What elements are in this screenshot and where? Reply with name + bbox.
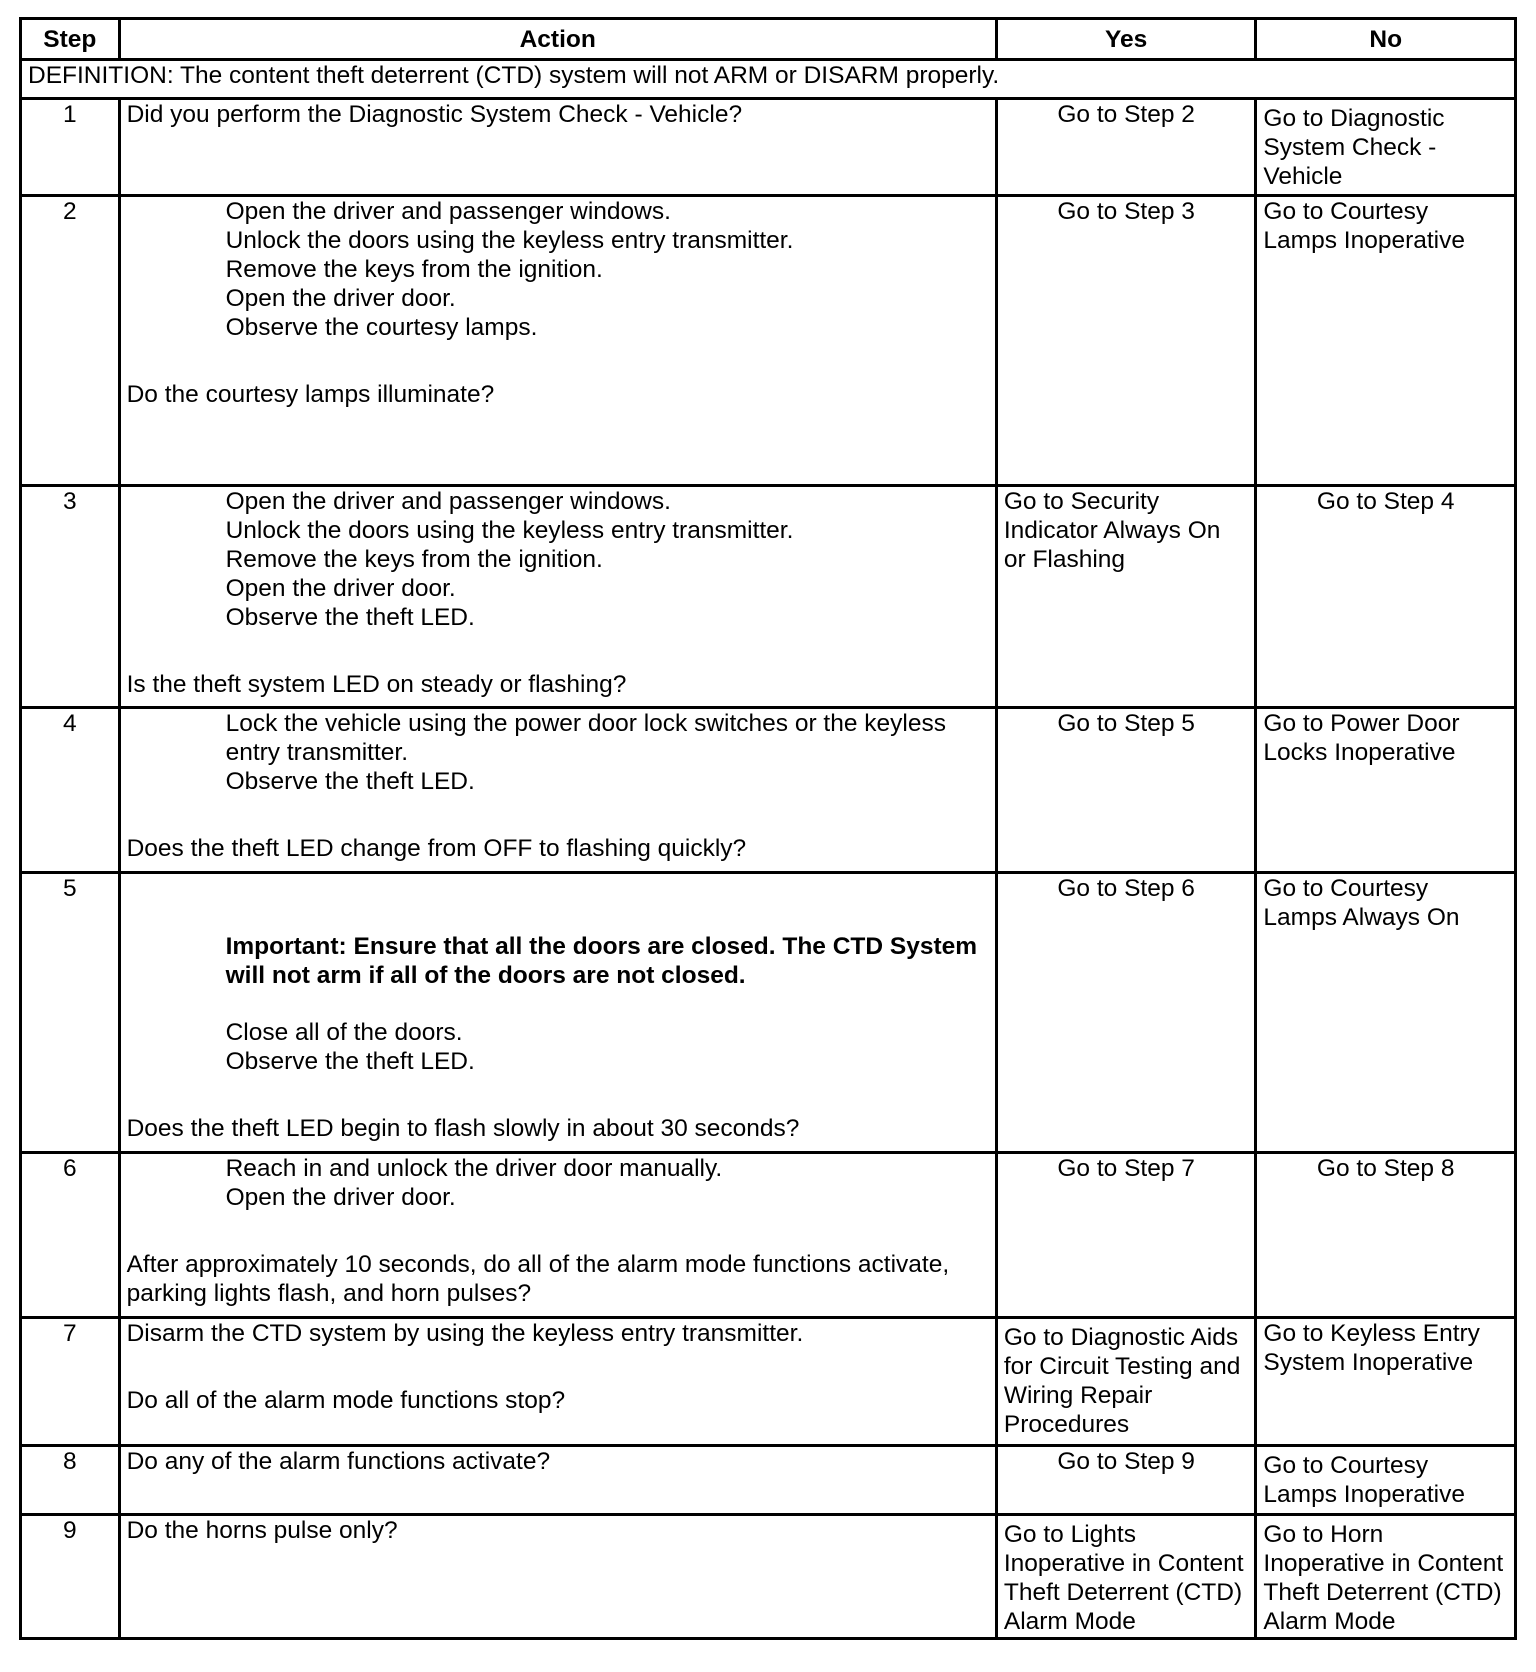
no-result: Go to Horn Inoperative in Content Theft Deterrent (CTD) Alarm Mode — [1256, 1515, 1516, 1639]
table-row — [21, 873, 1516, 1153]
table-row — [21, 1446, 1516, 1515]
step-question: Is the theft system LED on steady or flashing? — [126, 671, 627, 698]
substep: Reach in and unlock the driver door manually. — [225, 1155, 723, 1182]
substep: Lock the vehicle using the power door lock switches or the keyless entry transmitter. — [225, 710, 946, 766]
no-result: Go to Keyless Entry System Inoperative — [1256, 1318, 1516, 1446]
step-action — [119, 1153, 996, 1318]
step-question: Do any of the alarm functions activate? — [126, 1448, 551, 1475]
no-result: Go to Diagnostic System Check - Vehicle — [1256, 99, 1516, 196]
substep: Unlock the doors using the keyless entry transmitter. — [225, 227, 794, 254]
substep-list — [127, 1154, 989, 1212]
diagnostic-table — [19, 17, 1517, 1640]
header-yes: Yes — [996, 19, 1256, 60]
step-action — [119, 708, 996, 873]
no-result: Go to Courtesy Lamps Inoperative — [1256, 196, 1516, 486]
important-note: Important: Ensure that all the doors are closed. The CTD System will not arm if all of the doors are not closed. — [225, 933, 978, 989]
table-row — [21, 708, 1516, 873]
substep: Unlock the doors using the keyless entry transmitter. — [225, 517, 794, 544]
yes-result: Go to Diagnostic Aids for Circuit Testing and Wiring Repair Procedures — [996, 1318, 1256, 1446]
yes-result: Go to Lights Inoperative in Content Theft Deterrent (CTD) Alarm Mode — [996, 1515, 1256, 1639]
yes-result: Go to Step 7 — [996, 1153, 1256, 1318]
step-number: 4 — [21, 708, 120, 873]
yes-result: Go to Step 9 — [996, 1446, 1256, 1515]
table-row — [21, 1515, 1516, 1639]
substep-list — [127, 197, 989, 342]
substep: Open the driver door. — [225, 285, 456, 312]
step-instruction: Disarm the CTD system by using the keyless entry transmitter. — [126, 1320, 804, 1347]
step-question: Does the theft LED begin to flash slowly in about 30 seconds? — [126, 1115, 800, 1142]
step-action — [119, 873, 996, 1153]
step-action — [119, 1515, 996, 1639]
definition-text: DEFINITION: The content theft deterrent (CTD) system will not ARM or DISARM properly. — [21, 60, 1516, 99]
no-result: Go to Courtesy Lamps Always On — [1256, 873, 1516, 1153]
table-row — [21, 99, 1516, 196]
no-result: Go to Power Door Locks Inoperative — [1256, 708, 1516, 873]
substep: Open the driver and passenger windows. — [225, 488, 671, 515]
yes-result: Go to Security Indicator Always On or Flashing — [996, 486, 1256, 708]
substep: Open the driver door. — [225, 1184, 456, 1211]
substep: Open the driver door. — [225, 575, 456, 602]
yes-result: Go to Step 3 — [996, 196, 1256, 486]
substep: Observe the courtesy lamps. — [225, 314, 538, 341]
step-number: 1 — [21, 99, 120, 196]
substep: Remove the keys from the ignition. — [225, 256, 603, 283]
step-number: 7 — [21, 1318, 120, 1446]
definition-row — [21, 60, 1516, 99]
step-question: Did you perform the Diagnostic System Check - Vehicle? — [126, 101, 743, 128]
table-row — [21, 1318, 1516, 1446]
table-row — [21, 1153, 1516, 1318]
step-question: Do the horns pulse only? — [126, 1517, 398, 1544]
step-question: Does the theft LED change from OFF to flashing quickly? — [126, 835, 747, 862]
substep: Observe the theft LED. — [225, 604, 475, 631]
substep-list — [127, 709, 989, 796]
step-action — [119, 1446, 996, 1515]
substep: Observe the theft LED. — [225, 1048, 475, 1075]
step-number: 5 — [21, 873, 120, 1153]
step-question: Do all of the alarm mode functions stop? — [126, 1387, 566, 1414]
step-action — [119, 196, 996, 486]
step-action — [119, 486, 996, 708]
substep-list — [127, 487, 989, 632]
step-number: 6 — [21, 1153, 120, 1318]
yes-result: Go to Step 2 — [996, 99, 1256, 196]
table-row — [21, 486, 1516, 708]
step-number: 9 — [21, 1515, 120, 1639]
step-number: 8 — [21, 1446, 120, 1515]
no-result: Go to Courtesy Lamps Inoperative — [1256, 1446, 1516, 1515]
substep-list — [127, 1018, 989, 1076]
substep: Close all of the doors. — [225, 1019, 463, 1046]
header-step: Step — [21, 19, 120, 60]
header-action: Action — [119, 19, 996, 60]
yes-result: Go to Step 6 — [996, 873, 1256, 1153]
substep: Open the driver and passenger windows. — [225, 198, 671, 225]
step-number: 3 — [21, 486, 120, 708]
step-question: After approximately 10 seconds, do all of the alarm mode functions activate, parking lights flash, and horn pulses? — [126, 1251, 950, 1307]
step-action — [119, 99, 996, 196]
step-action — [119, 1318, 996, 1446]
substep: Observe the theft LED. — [225, 768, 475, 795]
header-no: No — [1256, 19, 1516, 60]
no-result: Go to Step 4 — [1256, 486, 1516, 708]
step-number: 2 — [21, 196, 120, 486]
header-row — [21, 19, 1516, 60]
no-result: Go to Step 8 — [1256, 1153, 1516, 1318]
table-row — [21, 196, 1516, 486]
step-question: Do the courtesy lamps illuminate? — [126, 381, 495, 408]
substep: Remove the keys from the ignition. — [225, 546, 603, 573]
yes-result: Go to Step 5 — [996, 708, 1256, 873]
